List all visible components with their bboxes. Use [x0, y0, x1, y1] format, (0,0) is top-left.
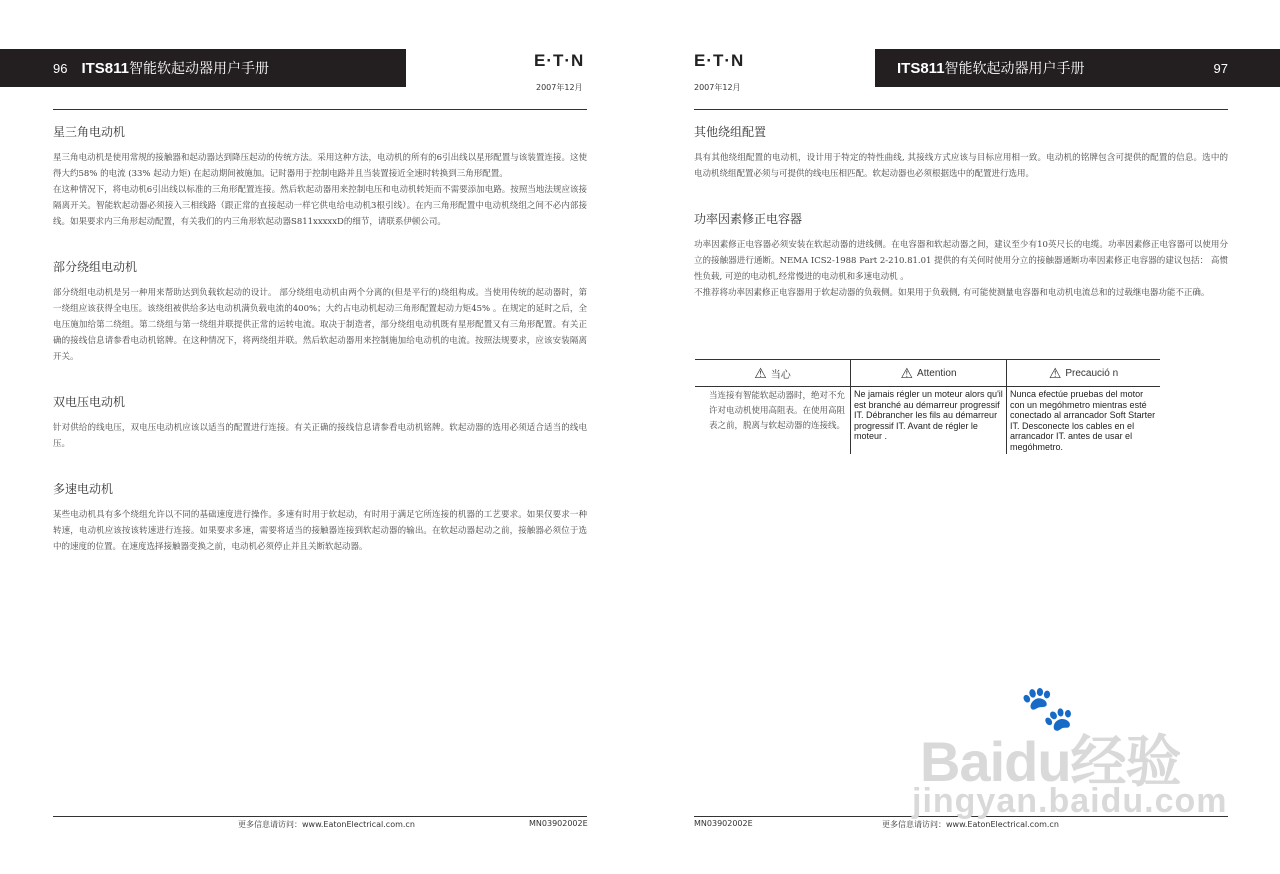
header-divider [53, 109, 587, 110]
warning-header-label: 当心 [770, 369, 791, 381]
warning-header-label: Attention [917, 367, 957, 379]
header-bar [875, 49, 1280, 87]
warning-text-cn: 当连接有智能软起动器时，绝对不允许对电动机使用高阻表。在使用高阻表之前，脱离与软起动器的连接线。 [709, 391, 846, 431]
paw-icon: 🐾 [1020, 684, 1075, 733]
page-content [53, 112, 587, 555]
warning-text-es: Nunca efectúe pruebas del motor con un megóhmetro mientras esté conectado al arrancador Soft Starter IT. Desconecte los cables en el arrancador IT. antes de usar el megóhmetro. [1006, 387, 1160, 454]
warning-table [695, 359, 1160, 454]
header-divider [694, 109, 1228, 110]
manual-title: 智能软起动器用户手册 [944, 61, 1085, 77]
warning-table-header [695, 360, 1160, 387]
warning-table-body [695, 387, 1160, 454]
page-number: 96 [53, 60, 68, 76]
watermark-url: jingyan.baidu.com [912, 782, 1228, 820]
footer-website: 更多信息请访问：www.EatonElectrical.com.cn [882, 820, 1059, 829]
warning-text-fr: Ne jamais régler un moteur alors qu'il est branché au démarreur progressif IT. Débrancher les fils au démarreur progressif IT. Avant de régler le moteur . [850, 387, 1006, 454]
manual-title: 智能软起动器用户手册 [129, 61, 270, 77]
section-heading: 功率因素修正电容器 [694, 212, 803, 226]
footer-divider [694, 816, 1228, 817]
section-heading: 星三角电动机 [53, 125, 126, 139]
watermark-brand: Baidu经验 [920, 730, 1181, 793]
warning-header-label: Precaució n [1065, 367, 1119, 379]
publication-date: 2007年12月 [694, 83, 741, 92]
manual-title-code: ITS811 [897, 59, 945, 77]
footer-doc-number: MN03902002E [529, 819, 588, 828]
section-heading: 多速电动机 [53, 482, 114, 496]
eaton-logo: E·T·N [534, 51, 585, 70]
warning-header-fr [850, 360, 1006, 386]
section-heading: 双电压电动机 [53, 395, 126, 409]
page-content [694, 112, 1228, 301]
paragraph: 不推荐将功率因素修正电容器用于软起动器的负载侧。如果用于负载侧, 有可能使测量电容器和电动机电流总和的过载继电器功能不正确。 [694, 288, 1210, 298]
right-page [640, 0, 1280, 874]
eaton-logo: E·T·N [694, 51, 745, 70]
warning-header-cn [695, 360, 850, 386]
warning-header-es [1006, 360, 1160, 386]
footer-divider [53, 816, 587, 817]
paragraph: 某些电动机具有多个绕组允许以不同的基础速度进行操作。多速有时用于软起动，有时用于满足它所连接的机器的工艺要求。如果仅要求一种转速，电动机应该按该转速进行连接。如果要求多速，需要将适当的接触器连接到软起动器的输出。在软起动器起动之前，接触器必须位于选中的速度的位置。在速度选择接触器变换之前，电动机必须停止并且关断软起动器。 [53, 510, 587, 552]
warning-triangle-icon: ⚠ [754, 364, 767, 381]
footer-website: 更多信息请访问：www.EatonElectrical.com.cn [238, 820, 415, 829]
paragraph: 针对供给的线电压，双电压电动机应该以适当的配置进行连接。有关正确的接线信息请参看电动机铭牌。软起动器的选用必须适合适当的线电压。 [53, 423, 587, 449]
paragraph: 在这种情况下，将电动机6引出线以标准的三角形配置连接。然后软起动器用来控制电压和电动机转矩而不需要添加电路。按照当地法规应该接隔离开关。智能软起动器必须接入三相线路（跟正常的直接起动一样它供电给电动机3根引线）。在内三角形配置中电动机绕组之间不必内部接线。如果要求内三角形起动配置，有关我们的内三角形软起动器S811xxxxxD的细节，请联系伊顿公司。 [53, 185, 587, 227]
warning-triangle-icon: ⚠ [1048, 364, 1062, 381]
warning-triangle-icon: ⚠ [900, 364, 914, 381]
section-heading: 其他绕组配置 [694, 125, 767, 139]
paragraph: 星三角电动机是使用常规的接触器和起动器达到降压起动的传统方法。采用这种方法，电动机的所有的6引出线以星形配置与该装置连接。这使得大约58% 的电流 (33% 起动力矩) 在起动期间被施加。记时器用于控制电路并且当装置接近全速时转换到三角形配置。 [53, 153, 587, 179]
paragraph: 具有其他绕组配置的电动机，设计用于特定的特性曲线, 其接线方式应该与目标应用相一致。电动机的铭牌包含可提供的配置的信息。选中的 电动机绕组配置必须与可提供的线电压相匹配。软起动器也必须根据选中的配置进行选用。 [694, 153, 1228, 179]
section-heading: 部分绕组电动机 [53, 260, 138, 274]
paragraph: 功率因素修正电容器必须安装在软起动器的进线侧。在电容器和软起动器之间，建议至少有10英尺长的电缆。功率因素修正电容器可以使用分立的接触器进行通断。NEMA ICS2-1988 Part 2-210.81.01 提供的有关何时使用分立的接触器通断功率因素修正电容器的建议包括： 高惯性负载, 可逆的电动机,经常慢进的电动机和多速电动机 。 [694, 240, 1228, 282]
manual-title-code: ITS811 [81, 59, 130, 77]
footer-doc-number: MN03902002E [694, 819, 753, 828]
page-number: 97 [1213, 60, 1228, 76]
header-bar [0, 49, 406, 87]
paragraph: 部分绕组电动机是另一种用来帮助达到负载软起动的设计。 部分绕组电动机由两个分离的(但是平行的)绕组构成。当使用传统的起动器时，第一绕组应该获得全电压。该绕组被供给多达电动机满负载电流的400%；大约占电动机起动三角形配置起动力矩45% 。在规定的延时之后，全电压施加给第二绕组。第二绕组与第一绕组并联提供正常的运转电流。取决于制造者，部分绕组电动机既有星形配置又有三角形配置。有关正确的接线信息请参看电动机铭牌。在这种情况下，将两绕组并联。然后软起动器用来控制施加给电动机的电流。按照法规要求，应该安装隔离开关。 [53, 288, 587, 362]
publication-date: 2007年12月 [536, 83, 583, 92]
